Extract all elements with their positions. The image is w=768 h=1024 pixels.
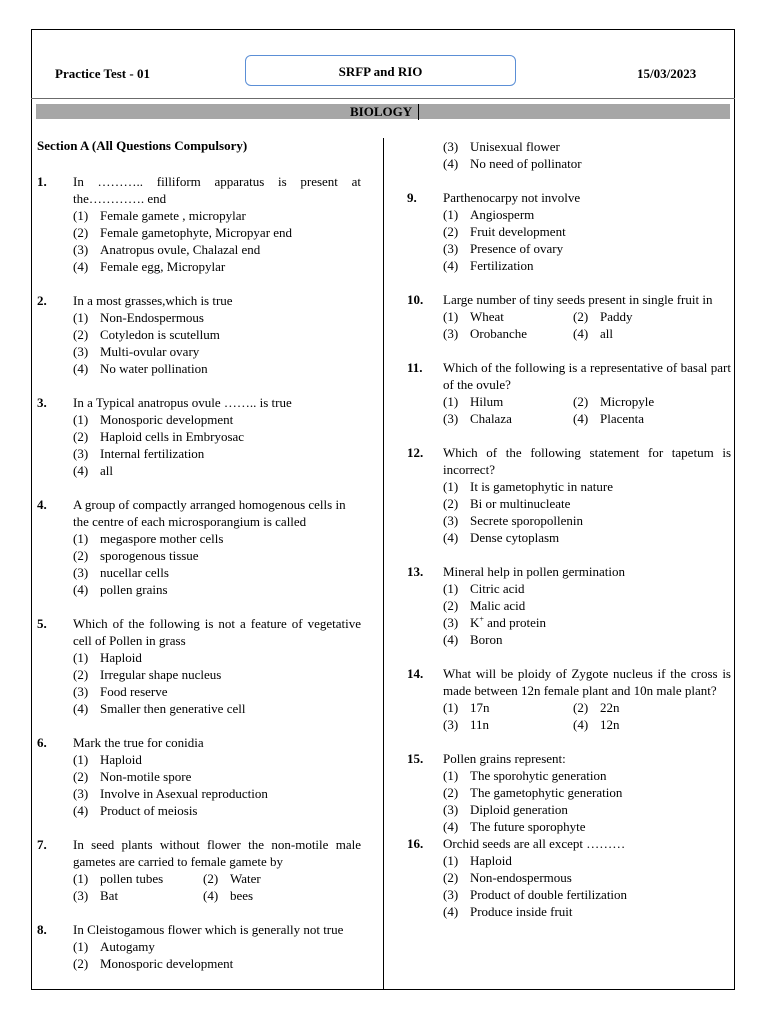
- option-text: Fertilization: [470, 258, 534, 273]
- option-text: Diploid generation: [470, 802, 568, 817]
- option-text: Internal fertilization: [100, 446, 205, 461]
- question-number: 9.: [407, 190, 417, 205]
- option-label: (2): [73, 956, 89, 971]
- option: [37, 445, 361, 462]
- option-text: Haploid: [100, 752, 142, 767]
- option-text: Chalaza: [470, 411, 512, 426]
- question-11: [407, 359, 731, 427]
- option: [407, 767, 731, 784]
- option-text: [470, 614, 546, 631]
- option: [37, 343, 361, 360]
- option: [407, 495, 731, 512]
- option-label: (2): [73, 667, 89, 682]
- option-label: (4): [443, 530, 459, 545]
- option: [37, 564, 361, 581]
- superscript: +: [479, 614, 484, 624]
- option-label: (1): [73, 871, 89, 886]
- option: [37, 241, 361, 258]
- question-13: [407, 563, 731, 648]
- option-text: The sporohytic generation: [470, 768, 607, 783]
- option-row: [407, 325, 731, 342]
- question-16: [407, 835, 731, 920]
- option-label: (4): [443, 632, 459, 647]
- option-label: (3): [443, 802, 459, 817]
- question-text: Which of the following is a representative of basal part of the ovule?: [443, 360, 731, 392]
- option: [37, 802, 361, 819]
- option-text: Dense cytoplasm: [470, 530, 560, 545]
- option-text: all: [100, 463, 113, 478]
- question-text: In a most grasses,which is true: [73, 293, 233, 308]
- option-text: Boron: [470, 632, 503, 647]
- question-text: Parthenocarpy not involve: [443, 190, 581, 205]
- option-row: [37, 870, 361, 887]
- option: [37, 207, 361, 224]
- question-number: 3.: [37, 395, 47, 410]
- question-14: [407, 665, 731, 733]
- question-9: [407, 189, 731, 274]
- question-text: Mark the true for conidia: [73, 735, 204, 750]
- option-row: [37, 887, 361, 904]
- option-label: (1): [443, 479, 459, 494]
- option-text: Water: [230, 871, 261, 886]
- option-label: (4): [443, 819, 459, 834]
- option-label: (4): [443, 904, 459, 919]
- subject-title: BIOLOGY: [350, 104, 413, 119]
- question-10: [407, 291, 731, 342]
- option-text: Hilum: [470, 394, 504, 409]
- question-12: [407, 444, 731, 546]
- option: [37, 224, 361, 241]
- option: [407, 852, 731, 869]
- option-text: Unisexual flower: [470, 139, 560, 154]
- option-label: (4): [203, 888, 219, 903]
- question-text: In a Typical anatropus ovule …….. is true: [73, 395, 292, 410]
- option-text: Presence of ovary: [470, 241, 564, 256]
- option-label: (1): [73, 939, 89, 954]
- question-number: 15.: [407, 751, 424, 766]
- option: [37, 411, 361, 428]
- option-text: Fruit development: [470, 224, 566, 239]
- question-7: [37, 836, 361, 904]
- option-label: (3): [73, 446, 89, 461]
- option-label: (3): [73, 786, 89, 801]
- option-text: Involve in Asexual reproduction: [100, 786, 268, 801]
- option-text: 22n: [600, 700, 620, 715]
- option-label: (3): [443, 615, 459, 630]
- option-text: all: [600, 326, 613, 341]
- option: [37, 666, 361, 683]
- option-label: (2): [443, 224, 459, 239]
- option: [37, 700, 361, 717]
- option-text: 11n: [470, 717, 490, 732]
- option-label: (2): [573, 309, 589, 324]
- option: [407, 223, 731, 240]
- option-label: (4): [73, 361, 89, 376]
- option: [37, 683, 361, 700]
- option-label: (1): [73, 208, 89, 223]
- option-label: (1): [443, 853, 459, 868]
- option-text: Non-endospermous: [470, 870, 572, 885]
- question-4: [37, 496, 361, 598]
- option-text: The future sporophyte: [470, 819, 586, 834]
- option-text: Haploid: [470, 853, 512, 868]
- option: [407, 155, 731, 172]
- option-label: (4): [573, 411, 589, 426]
- question-text: Pollen grains represent:: [443, 751, 566, 766]
- option-label: (2): [573, 394, 589, 409]
- option: [37, 649, 361, 666]
- option-text: megaspore mother cells: [100, 531, 224, 546]
- option: [407, 597, 731, 614]
- option-label: (2): [203, 871, 219, 886]
- subject-bar-tick: [418, 104, 419, 120]
- option: [37, 751, 361, 768]
- question-number: 12.: [407, 445, 424, 460]
- option-text: Food reserve: [100, 684, 168, 699]
- option-label: (1): [443, 394, 459, 409]
- option: [37, 309, 361, 326]
- question-3: [37, 394, 361, 479]
- question-number: 16.: [407, 836, 424, 851]
- question-number: 5.: [37, 616, 47, 631]
- option-label: (3): [443, 513, 459, 528]
- option: [407, 138, 731, 155]
- option: [37, 581, 361, 598]
- question-number: 13.: [407, 564, 424, 579]
- question-number: 11.: [407, 360, 423, 375]
- question-number: 10.: [407, 292, 424, 307]
- question-number: 2.: [37, 293, 47, 308]
- option-text: Non-motile spore: [100, 769, 192, 784]
- question-number: 14.: [407, 666, 424, 681]
- option-label: (2): [73, 327, 89, 342]
- option-text: Orobanche: [470, 326, 528, 341]
- option: [407, 580, 731, 597]
- header-rule: [31, 98, 735, 99]
- option-text: Monosporic development: [100, 956, 234, 971]
- option-label: (2): [73, 769, 89, 784]
- option-label: (3): [443, 241, 459, 256]
- option: [37, 360, 361, 377]
- question-text: In ……….. filliform apparatus is present at the…………. end: [73, 174, 361, 206]
- option-label: (3): [73, 565, 89, 580]
- option-label: (1): [443, 309, 459, 324]
- option-text: Wheat: [470, 309, 504, 324]
- option: [37, 530, 361, 547]
- option-label: (3): [443, 411, 459, 426]
- option: [407, 512, 731, 529]
- test-name: Practice Test - 01: [55, 66, 150, 81]
- option-label: (3): [443, 139, 459, 154]
- option-text: Malic acid: [470, 598, 526, 613]
- question-text: Orchid seeds are all except ………: [443, 836, 626, 851]
- question-number: 6.: [37, 735, 47, 750]
- option: [37, 547, 361, 564]
- question-number: 4.: [37, 497, 47, 512]
- option-text: nucellar cells: [100, 565, 169, 580]
- option: [407, 903, 731, 920]
- option: [407, 818, 731, 835]
- option-text: It is gametophytic in nature: [470, 479, 613, 494]
- option-label: (4): [573, 326, 589, 341]
- left-column: [37, 173, 361, 972]
- option-label: (3): [443, 717, 459, 732]
- option-text: bees: [230, 888, 254, 903]
- option-label: (4): [73, 582, 89, 597]
- option-label: (4): [573, 717, 589, 732]
- option-text: Bat: [100, 888, 119, 903]
- option-text: Anatropus ovule, Chalazal end: [100, 242, 261, 257]
- question-number: 1.: [37, 174, 47, 189]
- option-text: No water pollination: [100, 361, 208, 376]
- option-text: Smaller then generative cell: [100, 701, 246, 716]
- question-text: What will be ploidy of Zygote nucleus if the cross is made between 12n female plant and 10n male plant?: [443, 666, 731, 698]
- option: [37, 428, 361, 445]
- option-label: (3): [73, 344, 89, 359]
- option: [407, 478, 731, 495]
- question-number: 8.: [37, 922, 47, 937]
- option-label: (3): [443, 326, 459, 341]
- option-text: Autogamy: [100, 939, 155, 954]
- option-text: 12n: [600, 717, 620, 732]
- option-row: [407, 308, 731, 325]
- option: [407, 886, 731, 903]
- right-column: [407, 138, 731, 920]
- option: [37, 462, 361, 479]
- question-text: In Cleistogamous flower which is generally not true: [73, 922, 344, 937]
- section-title: Section A (All Questions Compulsory): [37, 138, 248, 153]
- option: [37, 258, 361, 275]
- option-label: (4): [443, 156, 459, 171]
- option-label: (1): [73, 752, 89, 767]
- option: [407, 240, 731, 257]
- question-text: Which of the following statement for tapetum is incorrect?: [443, 445, 731, 477]
- option-text: Haploid cells in Embryosac: [100, 429, 245, 444]
- question-number: 7.: [37, 837, 47, 852]
- option-text: Placenta: [600, 411, 645, 426]
- option-label: (2): [73, 429, 89, 444]
- question-8: [37, 921, 361, 972]
- option-row: [407, 393, 731, 410]
- option-label: (1): [73, 650, 89, 665]
- question-6: [37, 734, 361, 819]
- option-text: The gametophytic generation: [470, 785, 623, 800]
- option-text: Female egg, Micropylar: [100, 259, 226, 274]
- option-label: (4): [73, 803, 89, 818]
- test-date: 15/03/2023: [637, 66, 697, 81]
- option-text: Bi or multinucleate: [470, 496, 571, 511]
- question-text: Mineral help in pollen germination: [443, 564, 625, 579]
- column-divider: [383, 138, 384, 990]
- option-row: [407, 716, 731, 733]
- option-text-tail: and protein: [483, 615, 546, 630]
- option-text: pollen tubes: [100, 871, 164, 886]
- option-label: (2): [443, 598, 459, 613]
- option-label: (4): [443, 258, 459, 273]
- option: [407, 784, 731, 801]
- option: [407, 801, 731, 818]
- option-text: Female gamete , micropylar: [100, 208, 246, 223]
- option-text-base: K: [470, 615, 480, 630]
- question-5: [37, 615, 361, 717]
- option-label: (3): [73, 684, 89, 699]
- option: [407, 869, 731, 886]
- option-text: Female gametophyte, Micropyar end: [100, 225, 293, 240]
- option-label: (1): [73, 310, 89, 325]
- option-text: No need of pollinator: [470, 156, 582, 171]
- option-label: (3): [443, 887, 459, 902]
- question-text: A group of compactly arranged homogenous cells in the centre of each microsporangium is called: [73, 497, 346, 529]
- option-label: (1): [443, 207, 459, 222]
- option: [37, 326, 361, 343]
- option-label: (1): [73, 412, 89, 427]
- option-label: (3): [73, 242, 89, 257]
- option: [407, 631, 731, 648]
- option-label: (1): [443, 768, 459, 783]
- option-text: Cotyledon is scutellum: [100, 327, 220, 342]
- option-text: Haploid: [100, 650, 142, 665]
- question-8-continued: [407, 138, 731, 172]
- option: [37, 768, 361, 785]
- option-label: (1): [73, 531, 89, 546]
- option-row: [407, 410, 731, 427]
- option-text: Paddy: [600, 309, 633, 324]
- option: [407, 614, 731, 631]
- option-label: (2): [443, 785, 459, 800]
- option: [407, 206, 731, 223]
- option-label: (4): [73, 463, 89, 478]
- option: [407, 257, 731, 274]
- question-1: [37, 173, 361, 275]
- option: [37, 785, 361, 802]
- option-text: Non-Endospermous: [100, 310, 204, 325]
- option-label: (2): [443, 496, 459, 511]
- option: [407, 529, 731, 546]
- option-label: (3): [73, 888, 89, 903]
- option-text: Micropyle: [600, 394, 655, 409]
- option-label: (4): [73, 259, 89, 274]
- option-text: Produce inside fruit: [470, 904, 573, 919]
- option-text: Product of double fertilization: [470, 887, 628, 902]
- exam-title-box: SRFP and RIO: [245, 55, 516, 86]
- option-text: 17n: [470, 700, 490, 715]
- question-text: Which of the following is not a feature of vegetative cell of Pollen in grass: [73, 616, 361, 648]
- option-label: (4): [73, 701, 89, 716]
- question-text: In seed plants without flower the non-motile male gametes are carried to female gamete by: [73, 837, 361, 869]
- option-text: Monosporic development: [100, 412, 234, 427]
- option: [37, 938, 361, 955]
- option-text: Multi-ovular ovary: [100, 344, 200, 359]
- option-label: (2): [73, 548, 89, 563]
- question-text: Large number of tiny seeds present in single fruit in: [443, 292, 713, 307]
- option: [37, 955, 361, 972]
- option-row: [407, 699, 731, 716]
- option-text: Product of meiosis: [100, 803, 198, 818]
- option-text: Irregular shape nucleus: [100, 667, 222, 682]
- option-label: (2): [573, 700, 589, 715]
- option-text: Angiosperm: [470, 207, 535, 222]
- option-text: Citric acid: [470, 581, 525, 596]
- option-label: (2): [73, 225, 89, 240]
- option-text: sporogenous tissue: [100, 548, 199, 563]
- option-text: pollen grains: [100, 582, 168, 597]
- question-2: [37, 292, 361, 377]
- option-label: (1): [443, 581, 459, 596]
- option-text: Secrete sporopollenin: [470, 513, 583, 528]
- question-15: [407, 750, 731, 835]
- option-label: (2): [443, 870, 459, 885]
- option-label: (1): [443, 700, 459, 715]
